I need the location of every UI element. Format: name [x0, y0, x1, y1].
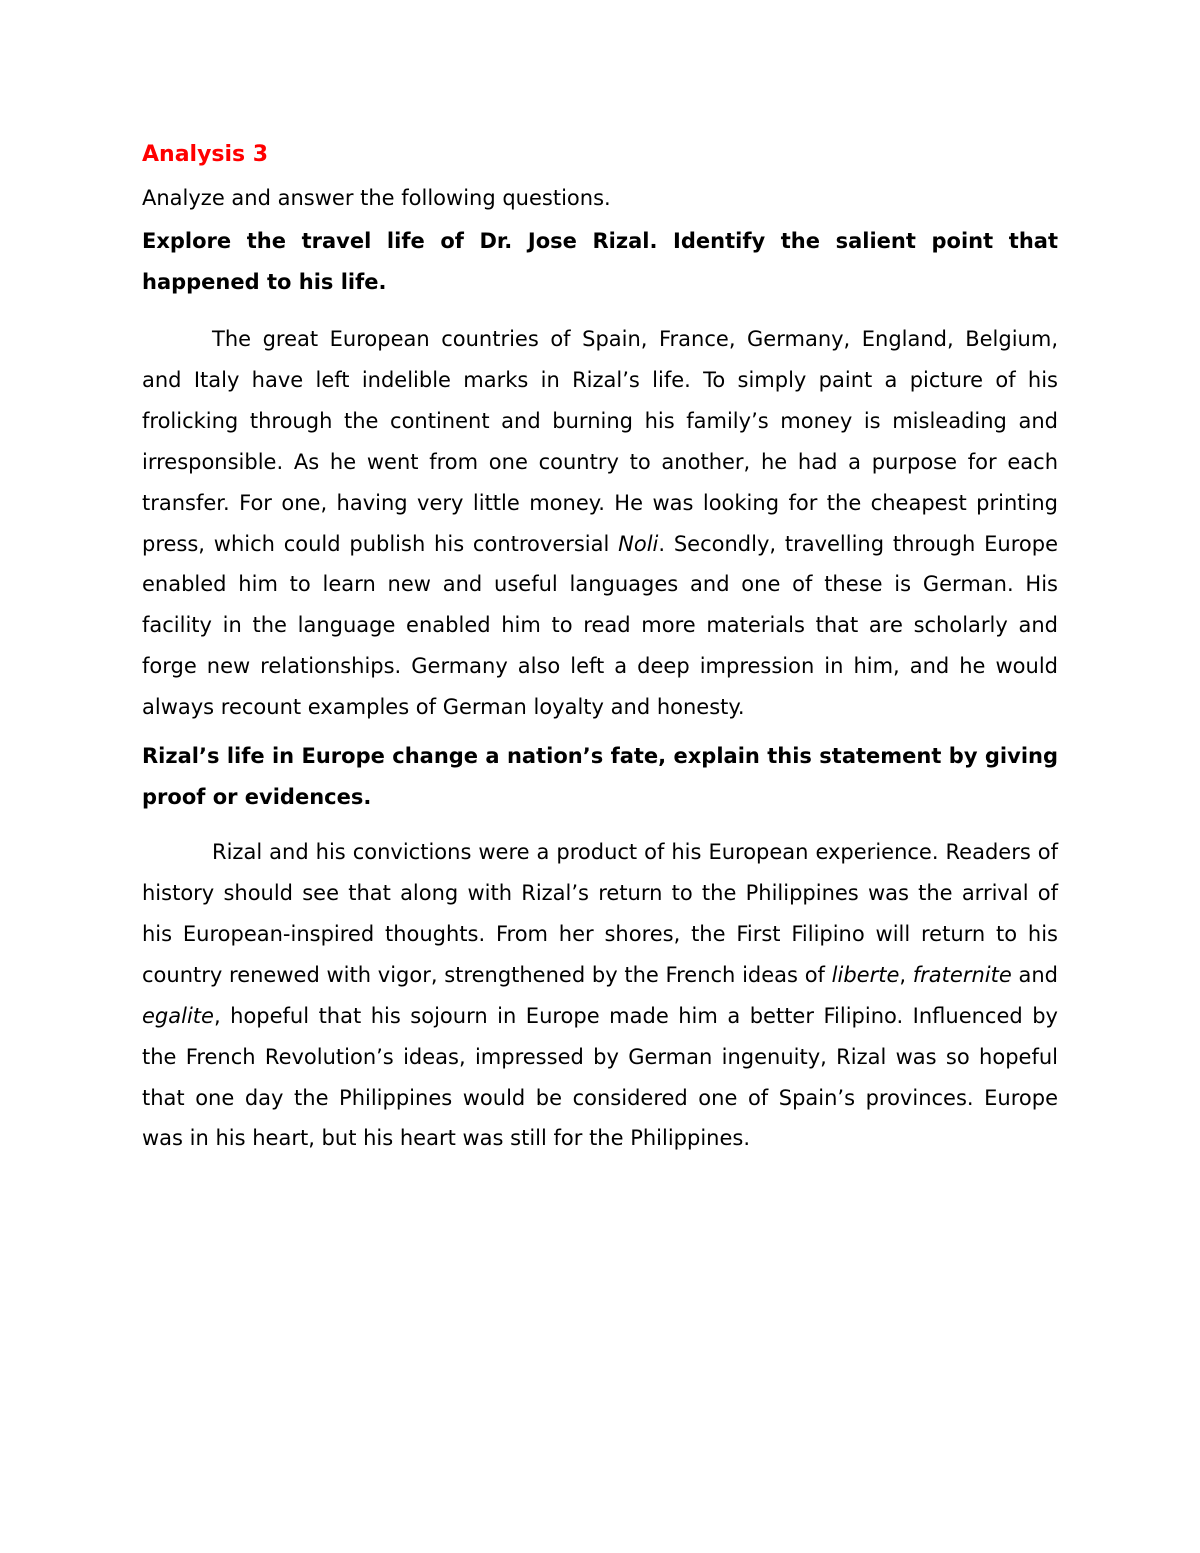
answer-2-italic-egalite: egalite	[142, 1003, 214, 1028]
answer-2-sep-1: ,	[899, 962, 913, 987]
answer-1	[142, 319, 1058, 728]
question-2: Rizal’s life in Europe change a nation’s fate, explain this statement by giving proof or evidences.	[142, 744, 1058, 810]
answer-1-italic-noli: Noli	[618, 531, 659, 556]
answer-2-text-b: , hopeful that his sojourn in Europe made him a better Filipino. Influenced by the French Revolution’s ideas, impressed by German ingenuity, Rizal was so hopeful that one day the Philippines would be considered one of Spain’s provinces. Europe was in his heart, but his heart was still for the Philippines.	[142, 1003, 1058, 1151]
answer-2	[142, 832, 1058, 1159]
instruction-text: Analyze and answer the following questions.	[142, 186, 611, 210]
answer-2-text-a: Rizal and his convictions were a product of his European experience. Readers of history should see that along with Rizal’s return to the Philippines was the arrival of his European-inspired thoughts. From her shores, the First Filipino will return to his country renewed with vigor, strengthened by the French ideas of	[142, 840, 1058, 987]
answer-1-text-a: The great European countries of Spain, France, Germany, England, Belgium, and Italy have left indelible marks in Rizal’s life. To simply paint a picture of his frolicking through the continent and burning his family’s money is misleading and irresponsible. As he went from one country to another, he had a purpose for each transfer. For one, having very little money. He was looking for the cheapest printing press, which could publish his controversial	[142, 327, 1058, 556]
answer-2-sep-2: and	[1011, 962, 1058, 987]
question-1: Explore the travel life of Dr. Jose Rizal. Identify the salient point that happened to his life.	[142, 229, 1058, 294]
document-page	[142, 138, 1058, 1159]
answer-2-italic-fraternite: fraternite	[912, 962, 1012, 987]
answer-1-text-b: . Secondly, travelling through Europe enabled him to learn new and useful languages and one of these is German. His facility in the language enabled him to read more materials that are scholarly and forge new relationships. Germany also left a deep impression in him, and he would always recount examples of German loyalty and honesty.	[142, 531, 1059, 720]
answer-2-italic-liberte: liberte	[831, 962, 900, 987]
document-title: Analysis 3	[142, 142, 269, 167]
